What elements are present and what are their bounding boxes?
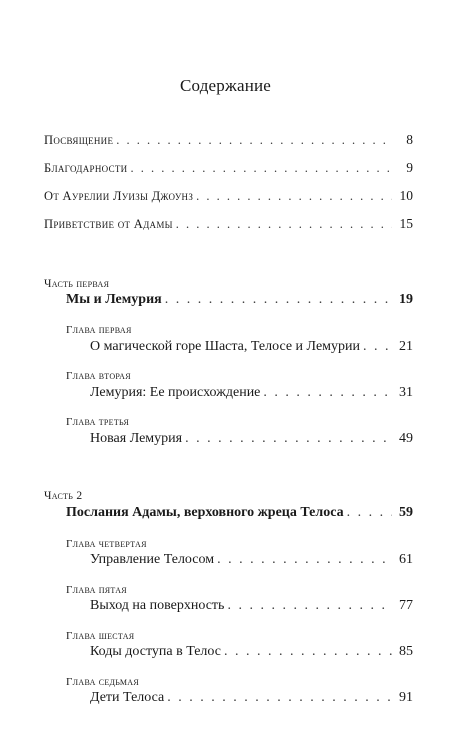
toc-page-number: 31 [399, 385, 413, 400]
toc-entry-label: От Аурелии Луизы Джоунз [44, 189, 194, 203]
chapter-label: Глава седьмая [66, 676, 140, 688]
toc-entry-label: Посвящение [44, 133, 114, 147]
toc-entry-dedication[interactable] [44, 132, 413, 148]
toc-page-number: 15 [399, 216, 413, 231]
dot-leader [196, 189, 392, 204]
dot-leader [224, 644, 392, 660]
dot-leader [167, 690, 392, 706]
dot-leader [116, 133, 392, 148]
toc-entry-label: Лемурия: Ее происхождение [90, 385, 261, 400]
dot-leader [347, 505, 392, 521]
dot-leader [165, 292, 392, 308]
part-label: Часть 2 [44, 490, 83, 502]
chapter-label: Глава шестая [66, 630, 135, 642]
chapter-label: Глава четвертая [66, 538, 147, 550]
dot-leader [217, 552, 392, 568]
toc-chapter-entry[interactable] [90, 598, 413, 614]
chapter-label: Глава первая [66, 324, 132, 336]
toc-part-title[interactable] [66, 292, 413, 308]
toc-entry-acknowledgements[interactable] [44, 160, 413, 176]
toc-part-title[interactable] [66, 505, 413, 521]
toc-page-number: 91 [399, 690, 413, 705]
dot-leader [185, 431, 392, 447]
chapter-label: Глава третья [66, 416, 130, 428]
toc-page-number: 49 [399, 431, 413, 446]
toc-page-number: 19 [399, 292, 413, 307]
toc-entry-label: Управление Телосом [90, 552, 215, 567]
toc-page-number: 8 [406, 132, 413, 147]
chapter-label: Глава пятая [66, 584, 127, 596]
toc-chapter-entry[interactable] [90, 552, 413, 568]
toc-entry-greeting[interactable] [44, 216, 413, 232]
toc-entry-label: Послания Адамы, верховного жреца Телоса [66, 505, 344, 520]
toc-page-number: 85 [399, 644, 413, 659]
dot-leader [263, 385, 392, 401]
dot-leader [227, 598, 392, 614]
toc-chapter-entry[interactable] [90, 431, 413, 447]
toc-entry-label: Дети Телоса [90, 690, 165, 705]
toc-page-number: 21 [399, 339, 413, 354]
toc-chapter-entry[interactable] [90, 339, 413, 355]
toc-page-number: 61 [399, 552, 413, 567]
toc-entry-label: Мы и Лемурия [66, 292, 162, 307]
toc-chapter-entry[interactable] [90, 690, 413, 706]
dot-leader [363, 339, 392, 355]
part-label: Часть первая [44, 278, 110, 290]
toc-entry-label: Благодарности [44, 161, 128, 175]
toc-page-number: 10 [399, 188, 413, 203]
page-title: Содержание [179, 76, 272, 95]
toc-page-number: 59 [399, 505, 413, 520]
chapter-label: Глава вторая [66, 370, 131, 382]
dot-leader [130, 161, 392, 176]
toc-entry-label: О магической горе Шаста, Телосе и Лемурии [90, 339, 360, 354]
toc-chapter-entry[interactable] [90, 385, 413, 401]
toc-page-number: 77 [399, 598, 413, 613]
toc-entry-from-aurelia[interactable] [44, 188, 413, 204]
dot-leader [176, 217, 392, 232]
toc-entry-label: Новая Лемурия [90, 431, 183, 446]
toc-entry-label: Приветствие от Адамы [44, 217, 173, 231]
toc-chapter-entry[interactable] [90, 644, 413, 660]
toc-page-number: 9 [406, 160, 413, 175]
toc-entry-label: Выход на поверхность [90, 598, 225, 613]
toc-entry-label: Коды доступа в Телос [90, 644, 221, 659]
